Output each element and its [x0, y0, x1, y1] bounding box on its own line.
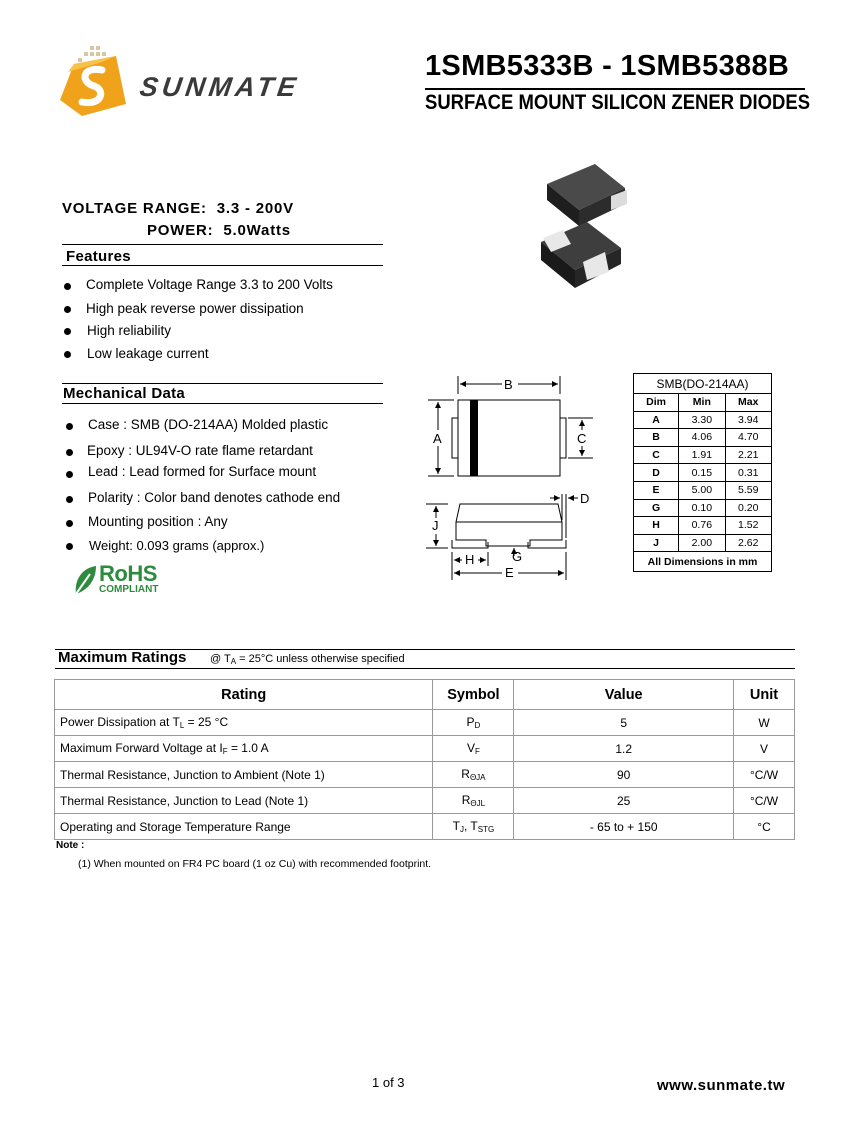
- rohs-badge: [72, 562, 182, 598]
- table-row: B 4.06 4.70: [634, 429, 772, 447]
- voltage-range: [62, 200, 294, 217]
- document-subtitle: SURFACE MOUNT SILICON ZENER DIODES: [425, 91, 811, 114]
- power-value: 5.0Watts: [223, 222, 291, 239]
- rohs-label: RoHS: [99, 561, 157, 586]
- table-row: Thermal Resistance, Junction to Lead (Note 1) $R_{\Theta JL}$ 25 °C/W: [55, 788, 795, 814]
- table-row: E 5.00 5.59: [634, 481, 772, 499]
- dim-label-j: J: [432, 518, 439, 533]
- table-header-row: [55, 680, 795, 710]
- dim-label-e: E: [505, 565, 514, 580]
- dim-label-g: G: [512, 549, 523, 564]
- sunmate-wordmark: SUNMATE: [137, 72, 302, 102]
- voltage-label: VOLTAGE RANGE:: [62, 200, 207, 217]
- dim-label-b: B: [504, 377, 513, 392]
- dimensions-caption: SMB(DO-214AA): [634, 374, 772, 394]
- ratings-condition: @ $T_A = 25^\circ C$ unless otherwise specified: [210, 653, 405, 666]
- column-header: Max: [725, 394, 771, 412]
- column-header: Min: [679, 394, 725, 412]
- table-header-row: [634, 394, 772, 412]
- table-row: Power Dissipation at $T_L = 25$ °C $P_D$ 5 W: [55, 710, 795, 736]
- dim-label-a: A: [433, 431, 442, 446]
- sunmate-logo-mark: [52, 44, 132, 124]
- note-heading: Note :: [56, 840, 85, 851]
- column-header-symbol: Symbol: [433, 680, 514, 710]
- website-url: www.sunmate.tw: [657, 1077, 786, 1094]
- mechanical-heading: Mechanical Data: [63, 385, 186, 402]
- title-underline: [425, 88, 805, 90]
- rohs-compliant-label: COMPLIANT: [99, 584, 159, 595]
- dimensions-footer: All Dimensions in mm: [634, 552, 772, 572]
- voltage-value: 3.3 - 200V: [216, 200, 294, 217]
- table-row: H 0.76 1.52: [634, 517, 772, 535]
- table-row: Thermal Resistance, Junction to Ambient (Note 1) $R_{\Theta JA}$ 90 °C/W: [55, 762, 795, 788]
- table-row: J 2.00 2.62: [634, 534, 772, 552]
- document-title: 1SMB5333B - 1SMB5388B: [425, 50, 790, 82]
- dim-label-h: H: [465, 552, 475, 567]
- column-header-rating: Rating: [55, 680, 433, 710]
- table-row: C 1.91 2.21: [634, 446, 772, 464]
- note-text: (1) When mounted on FR4 PC board (1 oz Cu) with recommended footprint.: [78, 858, 432, 870]
- ratings-heading: Maximum Ratings: [58, 649, 187, 666]
- table-row: Operating and Storage Temperature Range $T_J$, $T_{STG}$ - 65 to + 150 °C: [55, 814, 795, 840]
- dim-label-d: D: [580, 491, 590, 506]
- table-row: G 0.10 0.20: [634, 499, 772, 517]
- package-outline-drawing: [418, 370, 598, 585]
- features-rule-bottom: [62, 265, 383, 266]
- dim-label-c: C: [577, 431, 587, 446]
- column-header-value: Value: [514, 680, 734, 710]
- ratings-rule-bottom: [55, 668, 795, 669]
- mechanical-rule-top: [62, 383, 383, 384]
- mechanical-rule-bottom: [62, 403, 383, 404]
- leaf-icon: [72, 564, 98, 596]
- dimensions-table: [633, 373, 772, 572]
- table-row: Maximum Forward Voltage at $I_F = 1.0$ A $V_F$ 1.2 V: [55, 736, 795, 762]
- page-number: 1 of 3: [372, 1075, 405, 1090]
- features-heading: Features: [66, 248, 131, 265]
- ratings-table: [54, 679, 795, 840]
- table-row: A 3.30 3.94: [634, 411, 772, 429]
- power-rating: [147, 222, 291, 239]
- column-header-unit: Unit: [734, 680, 795, 710]
- power-label: POWER:: [147, 222, 214, 239]
- features-rule-top: [62, 244, 383, 245]
- column-header: Dim: [634, 394, 679, 412]
- table-row: D 0.15 0.31: [634, 464, 772, 482]
- smb-package-photo: [535, 160, 635, 300]
